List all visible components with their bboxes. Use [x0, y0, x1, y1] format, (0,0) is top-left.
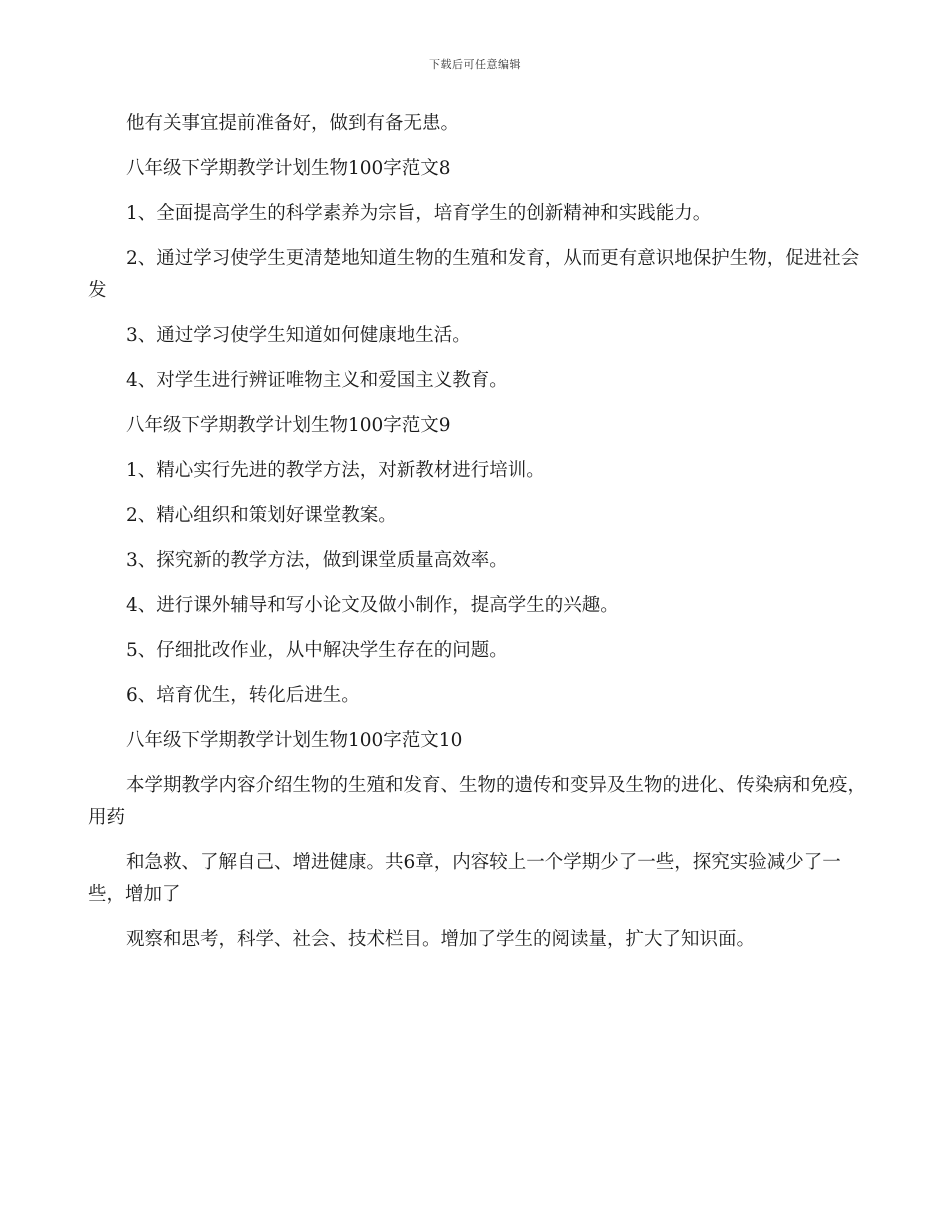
paragraph: 6、培育优生，转化后进生。 [126, 685, 360, 706]
paragraph: 3、探究新的教学方法，做到课堂质量高效率。 [126, 550, 508, 571]
paragraph: 他有关事宜提前准备好，做到有备无患。 [126, 113, 460, 134]
header-note: 下载后可任意编辑 [429, 58, 521, 71]
section-heading: 八年级下学期教学计划生物100字范文9 [126, 415, 451, 436]
paragraph: 2、通过学习使学生更清楚地知道生物的生殖和发育，从而更有意识地保护生物，促进社会发 [88, 248, 860, 301]
paragraph: 4、对学生进行辨证唯物主义和爱国主义教育。 [126, 370, 508, 391]
paragraph: 1、全面提高学生的科学素养为宗旨，培育学生的创新精神和实践能力。 [126, 203, 712, 224]
paragraph: 1、精心实行先进的教学方法，对新教材进行培训。 [126, 460, 545, 481]
paragraph: 4、进行课外辅导和写小论文及做小制作，提高学生的兴趣。 [126, 595, 619, 616]
section-heading: 八年级下学期教学计划生物100字范文8 [126, 158, 451, 179]
paragraph: 和急救、了解自己、增进健康。共6章，内容较上一个学期少了一些，探究实验减少了一些，增加了 [88, 852, 841, 905]
document-body [88, 108, 868, 969]
paragraph: 本学期教学内容介绍生物的生殖和发育、生物的遗传和变异及生物的进化、传染病和免疫，用药 [88, 775, 867, 828]
paragraph: 3、通过学习使学生知道如何健康地生活。 [126, 325, 471, 346]
paragraph: 5、仔细批改作业，从中解决学生存在的问题。 [126, 640, 508, 661]
paragraph: 观察和思考，科学、社会、技术栏目。增加了学生的阅读量，扩大了知识面。 [126, 929, 756, 950]
section-heading: 八年级下学期教学计划生物100字范文10 [126, 730, 463, 751]
paragraph: 2、精心组织和策划好课堂教案。 [126, 505, 397, 526]
